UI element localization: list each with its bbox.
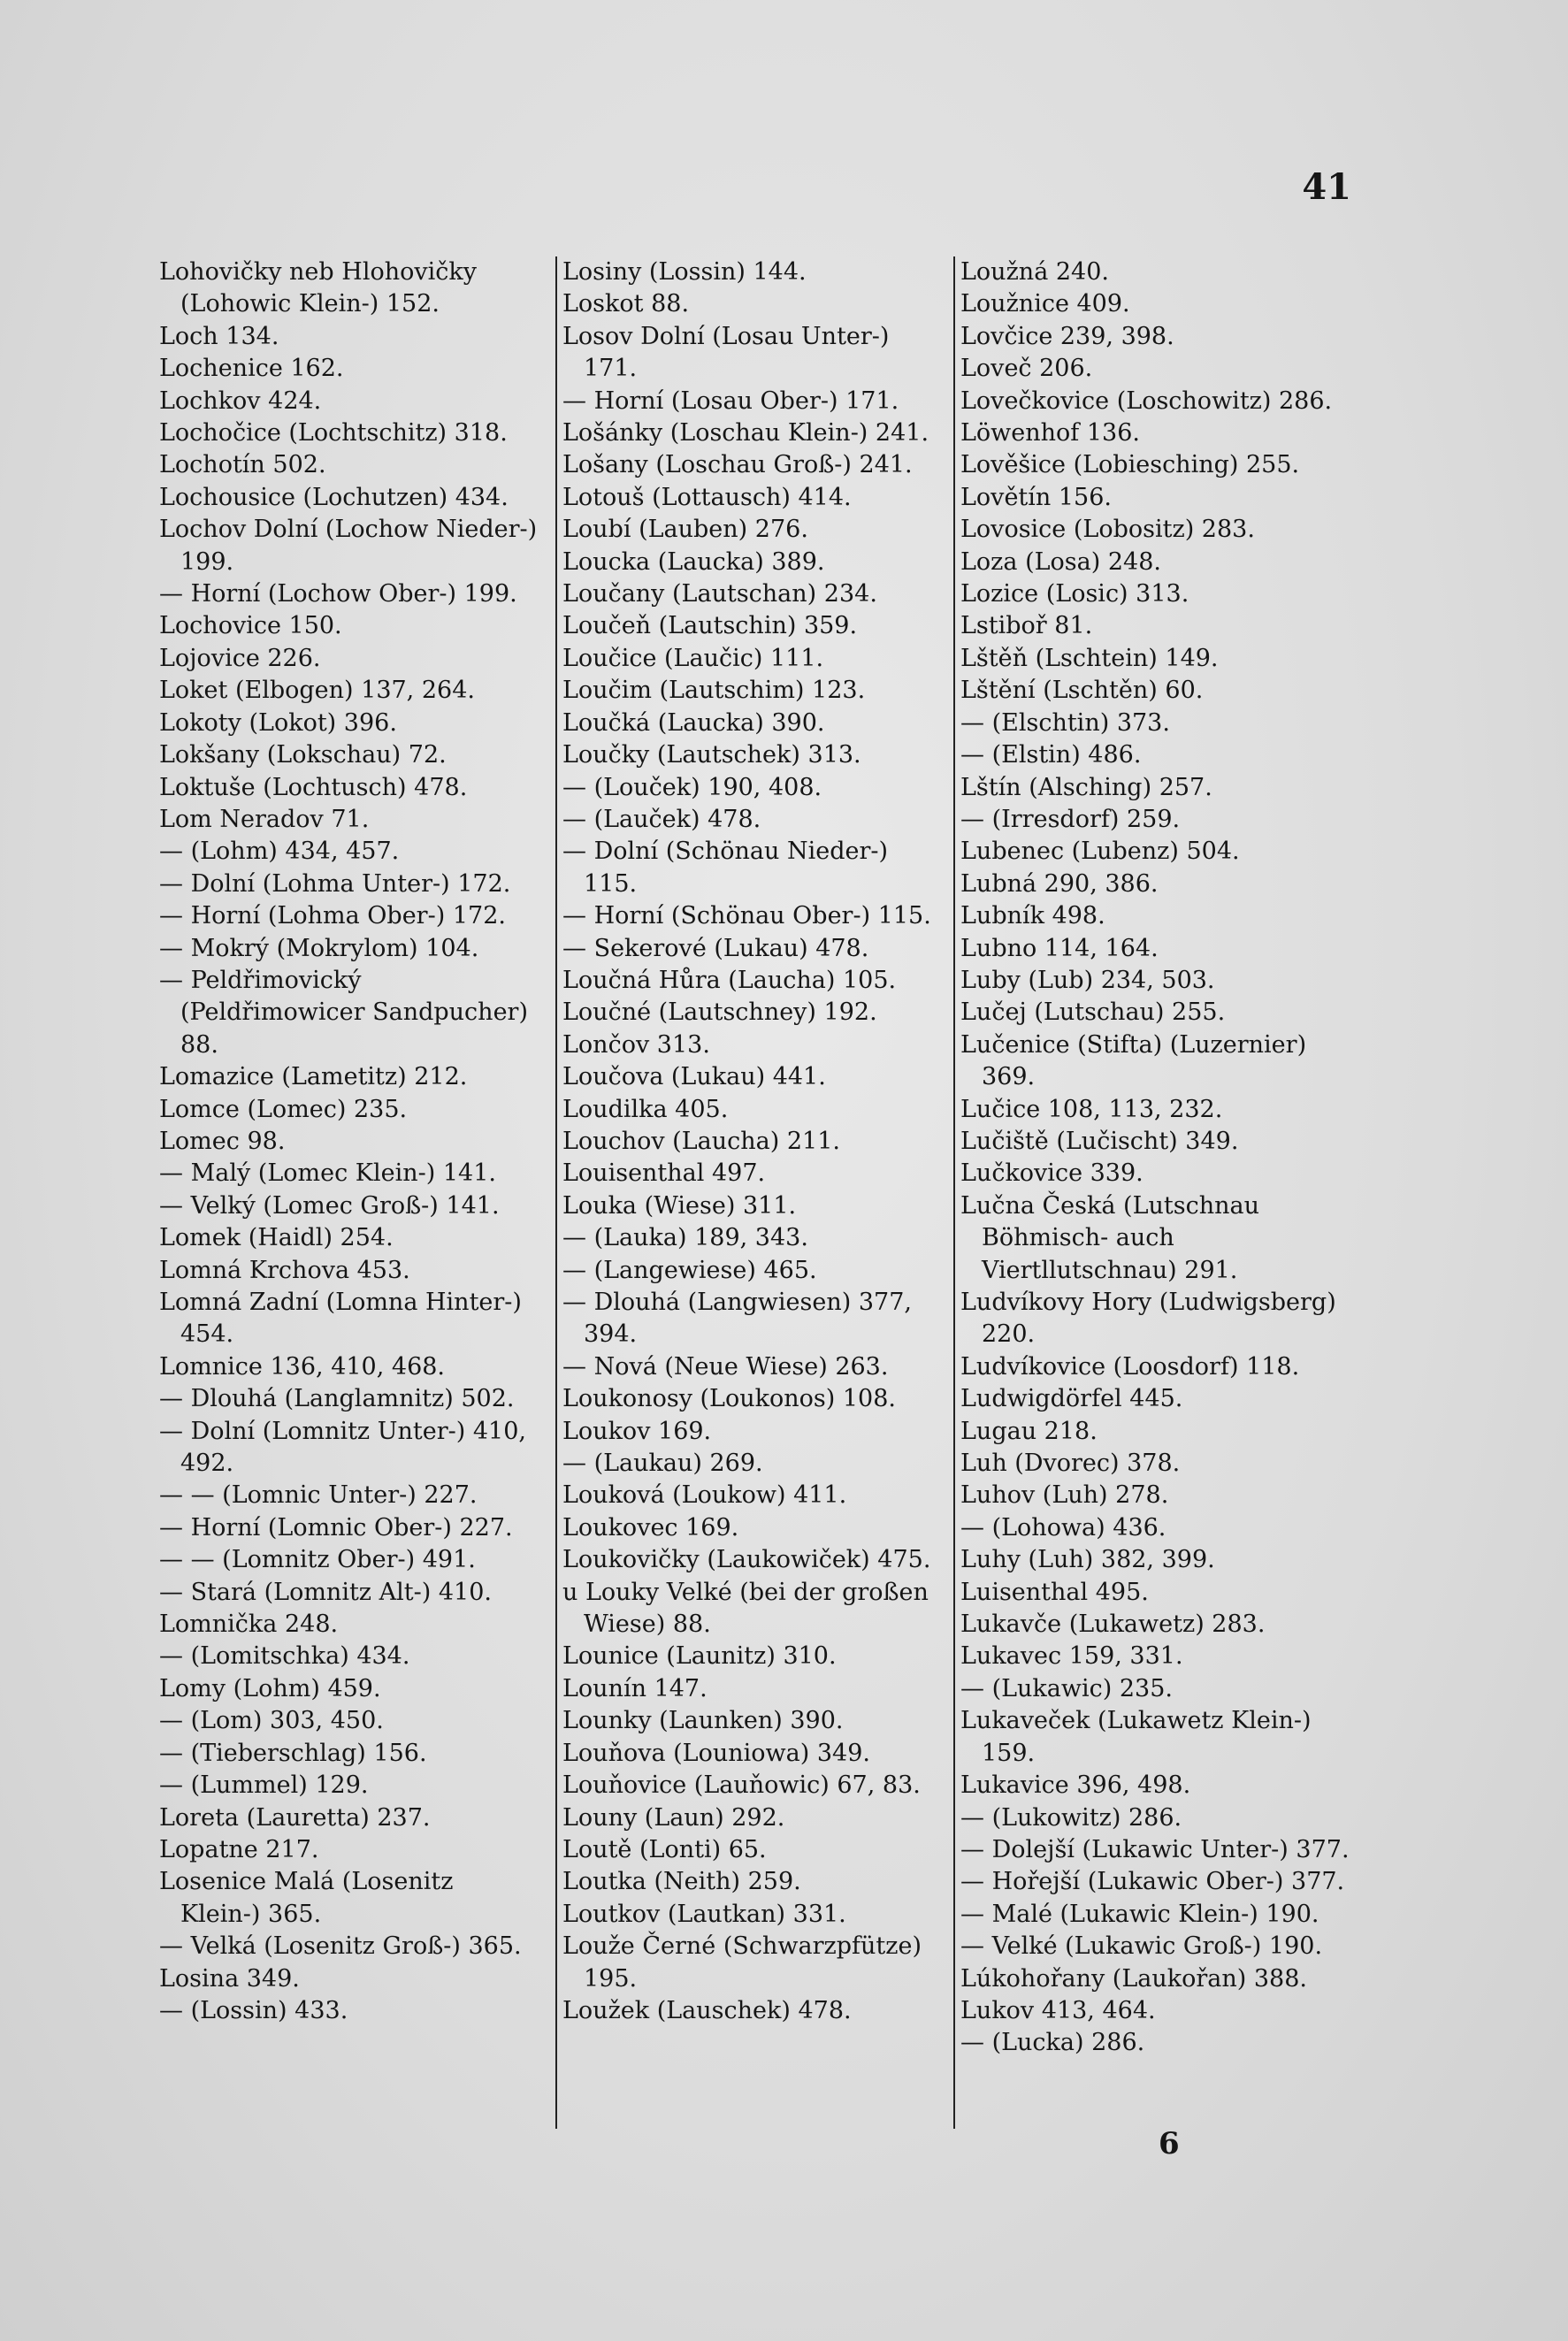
index-entry: Lozice (Losic) 313.	[960, 580, 1189, 608]
index-entry: Loutka (Neith) 259.	[562, 1868, 801, 1896]
index-entry: Lomazice (Lametitz) 212.	[159, 1063, 468, 1091]
index-entry: Losina 349.	[159, 1964, 300, 1993]
index-entry: Lokšany (Lokschau) 72.	[159, 741, 447, 769]
index-entry: Loužnice 409.	[960, 290, 1130, 318]
index-entry: Loučká (Laucka) 390.	[562, 708, 825, 737]
index-entry: Lovosice (Lobositz) 283.	[960, 516, 1255, 544]
index-entry: — Velké (Lukawic Groß-) 190.	[960, 1932, 1323, 1961]
index-entry: Louisenthal 497.	[562, 1159, 766, 1188]
index-entry: — Malý (Lomec Klein-) 141.	[159, 1159, 496, 1188]
index-entry: Löwenhof 136.	[960, 419, 1141, 448]
index-entry: Lovčice 239, 398.	[960, 322, 1174, 350]
index-entry: Loch 134.	[159, 322, 279, 350]
index-entry: Lomek (Haidl) 254.	[159, 1224, 394, 1252]
index-entry: — Velká (Losenitz Groß-) 365.	[159, 1932, 522, 1961]
index-entry: Loza (Losa) 248.	[960, 547, 1161, 576]
index-entry: Lukavec 159, 331.	[960, 1642, 1183, 1671]
index-entry: Lukov 413, 464.	[960, 1996, 1156, 2024]
index-column-3	[953, 256, 1363, 2129]
index-entry: — Horní (Lohma Ober-) 172.	[159, 902, 506, 930]
page-number: 41	[1302, 166, 1351, 208]
index-entry: — Dolní (Lomnitz Unter-) 410, 492.	[159, 1417, 526, 1478]
index-entry: Loveč 206.	[960, 355, 1093, 383]
index-entry: Lubná 290, 386.	[960, 869, 1159, 898]
index-entry: Lomnice 136, 410, 468.	[159, 1352, 446, 1381]
index-entry: Louchov (Laucha) 211.	[562, 1127, 840, 1155]
index-entry: — (Lukowitz) 286.	[960, 1803, 1182, 1832]
index-entry: — Hořejší (Lukawic Ober-) 377.	[960, 1868, 1345, 1896]
index-entry: Luisenthal 495.	[960, 1578, 1149, 1606]
index-entry: Louže Černé (Schwarzpfütze) 195.	[562, 1932, 922, 1993]
entry-list	[562, 256, 947, 2027]
index-entry: Loužná 240.	[960, 258, 1109, 286]
index-entry: Lučice 108, 113, 232.	[960, 1095, 1223, 1123]
index-entry: — (Lauček) 478.	[562, 805, 761, 833]
index-entry: Louková (Loukow) 411.	[562, 1481, 847, 1510]
index-entry: Lounky (Launken) 390.	[562, 1707, 844, 1735]
index-entry: Lomy (Lohm) 459.	[159, 1674, 381, 1702]
index-entry: Lochov Dolní (Lochow Nieder-) 199.	[159, 516, 538, 576]
index-entry: — (Lohm) 434, 457.	[159, 838, 400, 866]
index-entry: — (Lauka) 189, 343.	[562, 1224, 808, 1252]
index-entry: — (Elschtin) 373.	[960, 708, 1170, 737]
index-entry: Lochenice 162.	[159, 355, 344, 383]
index-entry: Luhov (Luh) 278.	[960, 1481, 1169, 1510]
index-entry: Lubno 114, 164.	[960, 934, 1159, 962]
index-entry: Lověšice (Lobiesching) 255.	[960, 451, 1300, 479]
index-entry: Lojovice 226.	[159, 644, 321, 672]
index-entry: Loučany (Lautschan) 234.	[562, 580, 877, 608]
index-entry: Lomná Zadní (Lomna Hinter-) 454.	[159, 1289, 522, 1349]
index-entry: — Malé (Lukawic Klein-) 190.	[960, 1900, 1319, 1928]
index-entry: Lúkohořany (Laukořan) 388.	[960, 1964, 1308, 1993]
index-entry: Lštěň (Lschtein) 149.	[960, 644, 1219, 672]
index-entry: Lomec 98.	[159, 1127, 286, 1155]
index-entry: Luby (Lub) 234, 503.	[960, 966, 1215, 994]
index-entry: Lochotín 502.	[159, 451, 326, 479]
index-entry: Lovečkovice (Loschowitz) 286.	[960, 386, 1333, 415]
index-entry: Loužek (Lauschek) 478.	[562, 1996, 852, 2024]
index-entry: — Dolní (Lohma Unter-) 172.	[159, 869, 511, 898]
index-entry: Lomce (Lomec) 235.	[159, 1095, 408, 1123]
index-entry: Lošany (Loschau Groß-) 241.	[562, 451, 913, 479]
index-entry: — Dlouhá (Langlamnitz) 502.	[159, 1385, 515, 1413]
index-entry: Luh (Dvorec) 378.	[960, 1450, 1181, 1478]
index-column-2	[555, 256, 947, 2129]
index-entry: Lučiště (Lučischt) 349.	[960, 1127, 1239, 1155]
index-entry: Lukavče (Lukawetz) 283.	[960, 1610, 1266, 1639]
index-entry: Lounín 147.	[562, 1674, 708, 1702]
index-entry: Lotouš (Lottausch) 414.	[562, 483, 852, 511]
index-entry: Lounice (Launitz) 310.	[562, 1642, 837, 1671]
index-entry: Lstiboř 81.	[960, 612, 1093, 640]
index-entry: u Louky Velké (bei der großen Wiese) 88.	[562, 1578, 929, 1639]
index-entry: Lučej (Lutschau) 255.	[960, 998, 1226, 1027]
index-entry: — (Langewiese) 465.	[562, 1256, 817, 1284]
index-entry: Lovětín 156.	[960, 483, 1112, 511]
index-entry: Loukov 169.	[562, 1417, 712, 1445]
index-entry: — (Lukawic) 235.	[960, 1674, 1173, 1702]
index-entry: — Dolejší (Lukawic Unter-) 377.	[960, 1835, 1350, 1863]
index-entry: Luhy (Luh) 382, 399.	[960, 1546, 1215, 1574]
index-entry: — — (Lomnitz Ober-) 491.	[159, 1546, 476, 1574]
index-entry: Loukovičky (Laukowiček) 475.	[562, 1546, 931, 1574]
index-entry: — (Louček) 190, 408.	[562, 773, 822, 801]
index-entry: Lochovice 150.	[159, 612, 342, 640]
index-entry: Loudilka 405.	[562, 1095, 729, 1123]
index-entry: — — (Lomnic Unter-) 227.	[159, 1481, 478, 1510]
index-entry: — Stará (Lomnitz Alt-) 410.	[159, 1578, 492, 1606]
index-entry: Lončov 313.	[562, 1030, 710, 1059]
index-entry: Loktuše (Lochtusch) 478.	[159, 773, 468, 801]
index-entry: — (Tieberschlag) 156.	[159, 1739, 427, 1767]
index-entry: Loučice (Laučic) 111.	[562, 644, 824, 672]
index-entry: — Mokrý (Mokrylom) 104.	[159, 934, 479, 962]
index-entry: — Nová (Neue Wiese) 263.	[562, 1352, 889, 1381]
index-entry: Lukavice 396, 498.	[960, 1771, 1191, 1800]
index-entry: Loutkov (Lautkan) 331.	[562, 1900, 846, 1928]
index-entry: Loreta (Lauretta) 237.	[159, 1803, 431, 1832]
index-entry: Loučné (Lautschney) 192.	[562, 998, 877, 1027]
index-entry: — Horní (Lochow Ober-) 199.	[159, 580, 517, 608]
index-entry: — (Lomitschka) 434.	[159, 1642, 410, 1671]
index-entry: Lučna Česká (Lutschnau Böhmisch- auch Viertllutschnau) 291.	[960, 1191, 1259, 1284]
index-entry: Lochočice (Lochtschitz) 318.	[159, 419, 508, 448]
index-entry: Losov Dolní (Losau Unter-) 171.	[562, 322, 890, 383]
index-entry: Losiny (Lossin) 144.	[562, 258, 807, 286]
index-entry: Losenice Malá (Losenitz Klein-) 365.	[159, 1868, 454, 1928]
index-entry: Lštění (Lschtěn) 60.	[960, 677, 1204, 705]
index-entry: — Velký (Lomec Groß-) 141.	[159, 1191, 500, 1220]
index-entry: Lučenice (Stifta) (Luzernier) 369.	[960, 1030, 1307, 1091]
index-entry: Loučova (Lukau) 441.	[562, 1063, 826, 1091]
index-entry: Loskot 88.	[562, 290, 690, 318]
index-entry: Loučná Hůra (Laucha) 105.	[562, 966, 897, 994]
index-entry: — Horní (Schönau Ober-) 115.	[562, 902, 931, 930]
index-entry: Lukaveček (Lukawetz Klein-) 159.	[960, 1707, 1312, 1767]
index-entry: Loučky (Lautschek) 313.	[562, 741, 861, 769]
signature-mark: 6	[1159, 2126, 1180, 2161]
index-entry: Loket (Elbogen) 137, 264.	[159, 677, 475, 705]
index-entry: — (Lossin) 433.	[159, 1996, 348, 2024]
index-entry: — (Lohowa) 436.	[960, 1513, 1166, 1542]
index-entry: Lugau 218.	[960, 1417, 1098, 1445]
index-entry: Lokoty (Lokot) 396.	[159, 708, 397, 737]
index-entry: Louny (Laun) 292.	[562, 1803, 785, 1832]
index-entry: — (Lom) 303, 450.	[159, 1707, 384, 1735]
index-entry: — Dlouhá (Langwiesen) 377, 394.	[562, 1289, 912, 1349]
index-entry: Ludvíkovice (Loosdorf) 118.	[960, 1352, 1300, 1381]
index-entry: Loučeň (Lautschin) 359.	[562, 612, 858, 640]
index-entry: — Peldřimovický (Peldřimowicer Sandpucher) 88.	[159, 966, 528, 1059]
index-entry: — (Lummel) 129.	[159, 1771, 369, 1800]
index-entry: — (Irresdorf) 259.	[960, 805, 1181, 833]
index-entry: Loubí (Lauben) 276.	[562, 516, 808, 544]
index-entry: Lochousice (Lochutzen) 434.	[159, 483, 509, 511]
index-entry: — (Laukau) 269.	[562, 1450, 763, 1478]
index-entry: Loukonosy (Loukonos) 108.	[562, 1385, 896, 1413]
index-entry: Lochkov 424.	[159, 386, 322, 415]
index-entry: Lohovičky neb Hlohovičky (Lohowic Klein-) 152.	[159, 258, 477, 318]
index-entry: Lošánky (Loschau Klein-) 241.	[562, 419, 929, 448]
index-entry: Lubník 498.	[960, 902, 1105, 930]
index-entry: Louňovice (Lauňowic) 67, 83.	[562, 1771, 921, 1800]
index-entry: — (Lucka) 286.	[960, 2029, 1145, 2057]
index-entry: Lomnička 248.	[159, 1610, 339, 1639]
index-column-1	[159, 256, 539, 2129]
index-entry: — Horní (Losau Ober-) 171.	[562, 386, 899, 415]
index-entry: — (Elstin) 486.	[960, 741, 1142, 769]
index-entry: Lopatne 217.	[159, 1835, 319, 1863]
index-entry: Lomná Krchova 453.	[159, 1256, 410, 1284]
index-entry: — Sekerové (Lukau) 478.	[562, 934, 869, 962]
index-entry: Loucka (Laucka) 389.	[562, 547, 825, 576]
index-entry: Ludwigdörfel 445.	[960, 1385, 1183, 1413]
index-entry: Loučim (Lautschim) 123.	[562, 677, 866, 705]
index-entry: — Dolní (Schönau Nieder-) 115.	[562, 838, 889, 898]
index-entry: — Horní (Lomnic Ober-) 227.	[159, 1513, 513, 1542]
index-entry: Louňova (Louniowa) 349.	[562, 1739, 870, 1767]
index-entry: Lučkovice 339.	[960, 1159, 1143, 1188]
index-entry: Loukovec 169.	[562, 1513, 739, 1542]
index-entry: Lubenec (Lubenz) 504.	[960, 838, 1240, 866]
index-entry: Lštín (Alsching) 257.	[960, 773, 1212, 801]
entry-list	[159, 256, 539, 2027]
entry-list	[960, 256, 1363, 2060]
index-entry: Louka (Wiese) 311.	[562, 1191, 797, 1220]
index-entry: Lom Neradov 71.	[159, 805, 370, 833]
index-entry: Loutě (Lonti) 65.	[562, 1835, 767, 1863]
index-entry: Ludvíkovy Hory (Ludwigsberg) 220.	[960, 1289, 1336, 1349]
